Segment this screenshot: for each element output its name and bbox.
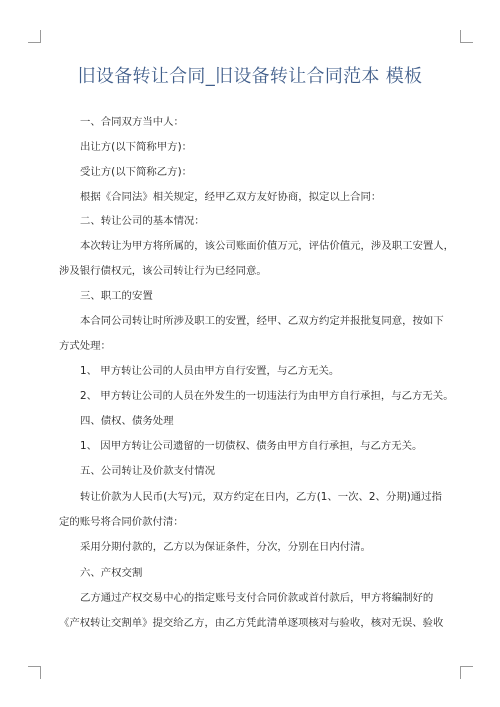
paragraph-handover-1: 乙方通过产权交易中心的指定账号支付合同价款或首付款后，甲方将编制好的 xyxy=(80,592,434,604)
heading-property-handover: 六、产权交割 xyxy=(80,567,143,579)
paragraph-staff-placement-1: 本合同公司转让时所涉及职工的安置，经甲、乙双方约定并报批复同意，按如下 xyxy=(80,315,444,327)
document-title: 旧设备转让合同_旧设备转让合同范本 模板 xyxy=(77,66,423,87)
heading-staff-placement: 三、职工的安置 xyxy=(80,290,153,302)
text-transferor: 出让方(以下简称甲方)： xyxy=(80,141,193,153)
list-item-debts-1: 1、 因甲方转让公司遗留的一切债权、债务由甲方自行承担，与乙方无关。 xyxy=(80,440,423,452)
paragraph-handover-2: 《产权转让交割单》提交给乙方，由乙方凭此清单逐项核对与验收，核对无误、验收 xyxy=(59,617,444,629)
paragraph-payment-2: 定的账号将合同价款付清： xyxy=(59,516,184,528)
heading-payment: 五、公司转让及价款支付情况 xyxy=(80,465,216,477)
paragraph-staff-placement-2: 方式处理： xyxy=(59,340,111,352)
heading-company-info: 二、转让公司的基本情况： xyxy=(80,215,205,227)
list-item-staff-2: 2、 甲方转让公司的人员在外发生的一切违法行为由甲方自行承担，与乙方无关。 xyxy=(80,390,454,402)
page-corner-mark-top-left xyxy=(28,30,41,43)
page-corner-mark-top-right xyxy=(460,30,473,43)
paragraph-company-info-2: 涉及银行债权元，该公司转让行为已经同意。 xyxy=(59,265,267,277)
paragraph-company-info-1: 本次转让为甲方将所属的，该公司账面价值万元，评估价值元，涉及职工安置人， xyxy=(80,240,455,252)
heading-debts: 四、债权、债务处理 xyxy=(80,415,174,427)
text-legal-basis: 根据《合同法》相关规定，经甲乙双方友好协商，拟定以上合同： xyxy=(80,191,382,203)
text-transferee: 受让方(以下简称乙方)： xyxy=(80,166,193,178)
paragraph-payment-1: 转让价款为人民币(大写)元，双方约定在日内，乙方(1、一次、2、分期)通过指 xyxy=(80,491,442,503)
page-corner-mark-bottom-right xyxy=(460,666,473,679)
paragraph-installment: 采用分期付款的，乙方以为保证条件，分次，分别在日内付清。 xyxy=(80,541,371,553)
list-item-staff-1: 1、 甲方转让公司的人员由甲方自行安置，与乙方无关。 xyxy=(80,365,340,377)
page-corner-mark-bottom-left xyxy=(28,666,41,679)
heading-parties: 一、合同双方当中人： xyxy=(80,116,184,128)
